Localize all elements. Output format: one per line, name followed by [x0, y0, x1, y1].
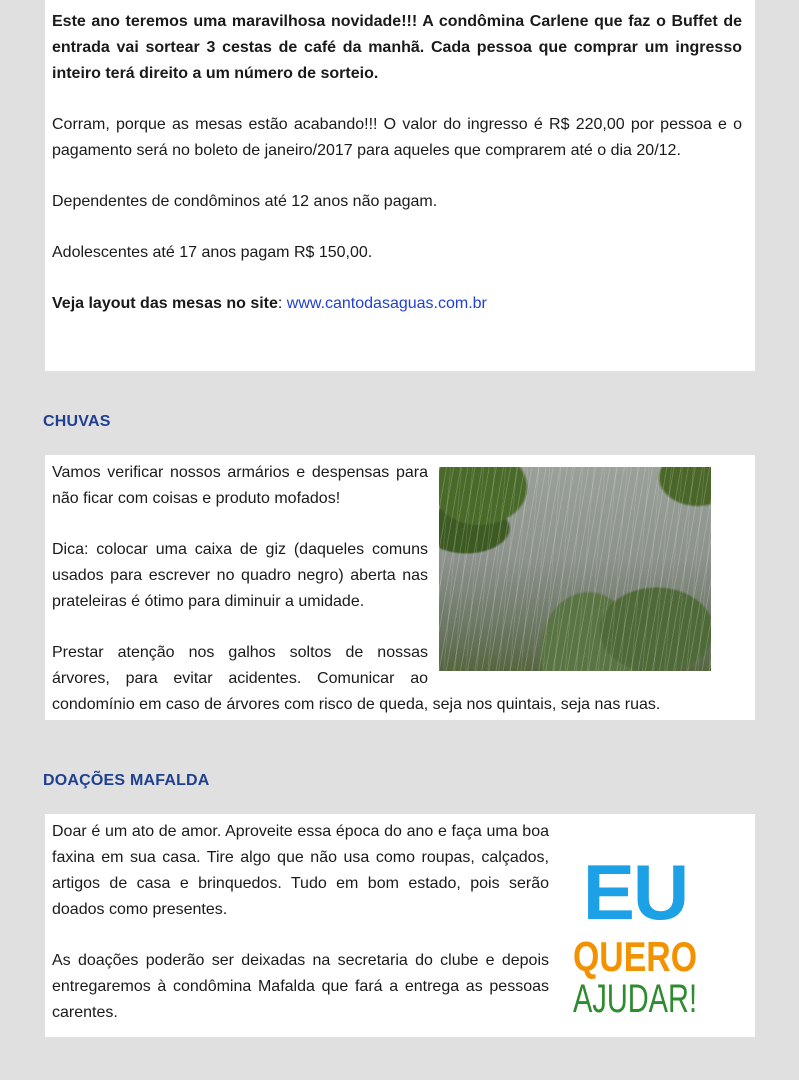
eu-quero-ajudar-logo [560, 847, 710, 1022]
logo-line-3: AJUDAR! [573, 977, 697, 1021]
announcement-text [52, 9, 742, 317]
chuvas-paragraph-3: Prestar atenção nos galhos soltos de nossas árvores, para evitar acidentes. Comunicar ao condomínio em caso de árvores com risco de queda, seja nos quintais, seja nas ruas. [52, 644, 661, 713]
chuvas-box [45, 455, 755, 720]
raffle-paragraph: Este ano teremos uma maravilhosa novidade!!! A condômina Carlene que faz o Buffet de entrada vai sortear 3 cestas de café da manhã. Cada pessoa que comprar um ingresso inteiro terá direito a um número de sorteio. [52, 13, 742, 82]
chuvas-paragraph-2: Dica: colocar uma caixa de giz (daqueles comuns usados para escrever no quadro negro) aberta nas prateleiras é ótimo para diminuir a umidade. [52, 541, 428, 610]
layout-separator: : [277, 295, 287, 312]
logo-graphic [560, 847, 710, 1022]
site-link[interactable]: www.cantodasaguas.com.br [286, 295, 487, 312]
doacoes-text [52, 819, 711, 1026]
logo-line-1: EU [582, 848, 688, 936]
chuvas-paragraph-1: Vamos verificar nossos armários e despensas para não ficar com coisas e produto mofados! [52, 464, 428, 507]
logo-line-2: QUERO [573, 933, 697, 980]
doacoes-box [45, 814, 755, 1037]
dependents-paragraph: Dependentes de condôminos até 12 anos não pagam. [52, 193, 438, 210]
rain-image [439, 467, 711, 671]
section-title-doacoes: DOAÇÕES MAFALDA [43, 772, 210, 789]
announcement-box [45, 0, 755, 371]
ticket-paragraph: Corram, porque as mesas estão acabando!!! O valor do ingresso é R$ 220,00 por pessoa e o pagamento será no boleto de janeiro/2017 para aqueles que comprarem até o dia 20/12. [52, 116, 742, 159]
doacoes-paragraph-2: As doações poderão ser deixadas na secretaria do clube e depois entregaremos à condômina Mafalda que fará a entrega as pessoas carentes. [52, 952, 549, 1021]
section-title-chuvas: CHUVAS [43, 413, 111, 430]
layout-label: Veja layout das mesas no site [52, 295, 278, 312]
layout-paragraph [52, 291, 742, 317]
teens-paragraph: Adolescentes até 17 anos pagam R$ 150,00. [52, 244, 373, 261]
doacoes-paragraph-1: Doar é um ato de amor. Aproveite essa época do ano e faça uma boa faxina em sua casa. Tire algo que não usa como roupas, calçados, artigos de casa e brinquedos. Tudo em bom estado, pois serão doados como presentes. [52, 823, 549, 918]
chuvas-text [52, 460, 711, 718]
